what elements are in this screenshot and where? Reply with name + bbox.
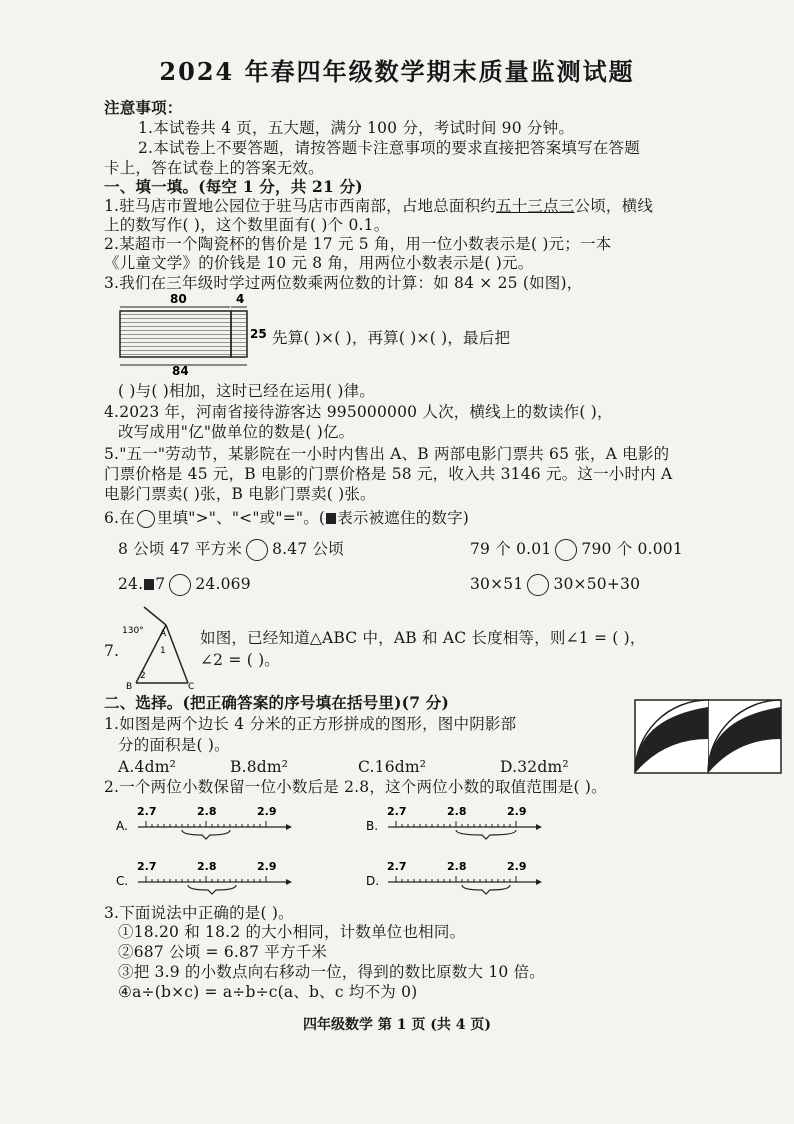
vertex-b: B — [126, 682, 133, 689]
tick-label: 2.8 — [197, 805, 217, 818]
s1-q5-line2: 门票价格是 45 元，B 电影的门票价格是 58 元，收入共 3146 元。这一小时内 A — [104, 465, 673, 483]
s1-q7-number: 7. — [104, 642, 120, 660]
s1-q6-instructions: 6.在 里填">"、"<"或"="。( 表示被遮住的数字) — [104, 509, 470, 527]
s1-q3-line1: 3.我们在三年级时学过两位数乘两位数的计算：如 84 × 25 (如图)， — [104, 274, 583, 292]
s1-q5-line3: 电影门票卖( )张，B 电影门票卖( )张。 — [104, 485, 376, 503]
notes-line-2a: 2.本试卷上不要答题，请按答题卡注意事项的要求直接把答案填写在答题 — [138, 139, 640, 157]
arrow-icon — [286, 879, 292, 885]
label-4: 4 — [236, 294, 245, 306]
tick-label: 2.7 — [137, 805, 157, 818]
s2-q1-option-d[interactable]: D.32dm² — [500, 758, 569, 776]
option-label: C. — [116, 874, 129, 888]
number-line-option-b[interactable] — [366, 805, 542, 839]
s2-q2-text: 2.一个两位小数保留一位小数后是 2.8，这个两位小数的取值范围是( )。 — [104, 778, 607, 796]
number-line-option-c[interactable] — [116, 860, 292, 894]
underlined-number: 五十三点三 — [496, 197, 575, 215]
side-ac — [166, 625, 188, 683]
s1-q4-line1: 4.2023 年，河南省接待游客达 995000000 人次，横线上的数读作( )， — [104, 403, 613, 421]
arrow-icon — [536, 824, 542, 830]
hidden-digit-icon — [144, 579, 154, 590]
angle-2-label: 2 — [140, 671, 146, 681]
page-title: 2024 年春四年级数学期末质量监测试题 — [159, 57, 635, 86]
compare-circle-icon — [137, 510, 155, 528]
range-brace — [462, 885, 510, 894]
range-brace — [456, 830, 516, 839]
label-84: 84 — [172, 364, 189, 376]
shaded-squares-figure — [634, 699, 782, 775]
tick-label: 2.9 — [257, 860, 277, 873]
answer-circle-icon[interactable] — [527, 574, 549, 596]
s2-q3-option-1[interactable]: ①18.20 和 18.2 的大小相同，计数单位也相同。 — [118, 923, 466, 941]
s2-q1-line1: 1.如图是两个边长 4 分米的正方形拼成的图形，图中阴影部 — [104, 715, 517, 733]
vertex-a: A — [160, 629, 167, 639]
s1-q5-line1: 5."五一"劳动节，某影院在一小时内售出 A、B 两部电影门票共 65 张，A 电影的 — [104, 445, 670, 463]
notes-line-2b: 卡上，答在试卷上的答案无效。 — [104, 159, 324, 177]
s1-q2-line1: 2.某超市一个陶瓷杯的售价是 17 元 5 角，用一位小数表示是( )元；一本 — [104, 235, 612, 253]
s2-q1-option-b[interactable]: B.8dm² — [230, 758, 289, 776]
s1-q2-line2: 《儿童文学》的价钱是 10 元 8 角，用两位小数表示是( )元。 — [104, 254, 534, 272]
s1-q7-line2: ∠2 = ( )。 — [200, 651, 281, 669]
notes-line-1: 1.本试卷共 4 页，五大题，满分 100 分，考试时间 90 分钟。 — [138, 119, 575, 137]
tick-label: 2.8 — [197, 860, 217, 873]
option-label: B. — [366, 819, 379, 833]
answer-circle-icon[interactable] — [555, 539, 577, 561]
s2-q1-option-a[interactable]: A.4dm² — [118, 758, 177, 776]
notes-heading: 注意事项： — [104, 98, 183, 117]
hidden-digit-icon — [326, 513, 336, 524]
s1-q6-row1-right: 79 个 0.01 790 个 0.001 — [470, 539, 683, 561]
section2-heading: 二、选择。(把正确答案的序号填在括号里)(7 分) — [104, 693, 450, 712]
section1-heading: 一、填一填。(每空 1 分，共 21 分) — [104, 177, 363, 196]
s1-q6-row2-right: 30×51 30×50+30 — [470, 574, 640, 596]
tick-label: 2.9 — [257, 805, 277, 818]
s2-q3-option-4[interactable]: ④a÷(b×c) = a÷b÷c(a、b、c 均不为 0) — [118, 983, 418, 1001]
number-line-option-a[interactable] — [116, 805, 292, 839]
page-footer: 四年级数学 第 1 页 (共 4 页) — [303, 1017, 491, 1033]
answer-circle-icon[interactable] — [246, 539, 268, 561]
number-lines-figure — [116, 797, 566, 897]
s1-q1-line2: 上的数写作( )，这个数里面有( )个 0.1。 — [104, 216, 390, 234]
option-label: D. — [366, 874, 380, 888]
angle-1-label: 1 — [160, 646, 166, 656]
s2-q3-option-2[interactable]: ②687 公顷 = 6.87 平方千米 — [118, 943, 328, 961]
s1-q7-line1: 如图，已经知道△ABC 中，AB 和 AC 长度相等，则∠1 = ( )， — [200, 629, 646, 647]
s2-q1-line2: 分的面积是( )。 — [118, 736, 230, 754]
number-line-option-d[interactable] — [366, 860, 542, 894]
extended-side-line — [144, 607, 166, 625]
label-25: 25 — [250, 327, 267, 341]
label-80: 80 — [170, 294, 187, 306]
s1-q3-line2: 先算( )×( )，再算( )×( )，最后把 — [272, 329, 511, 347]
arrow-icon — [536, 879, 542, 885]
tick-label: 2.8 — [447, 805, 467, 818]
s1-q3-line3: ( )与( )相加，这时已经在运用( )律。 — [118, 382, 375, 400]
option-label: A. — [116, 819, 128, 833]
s1-q6-row1-left: 8 公顷 47 平方米 8.47 公顷 — [118, 539, 344, 561]
s1-q6-row2-left: 24. 7 24.069 — [118, 574, 251, 596]
triangle-abc-figure — [122, 603, 202, 689]
s1-q4-line2: 改写成用"亿"做单位的数是( )亿。 — [118, 423, 355, 441]
vertex-c: C — [188, 682, 195, 689]
tick-label: 2.9 — [507, 860, 527, 873]
answer-circle-icon[interactable] — [169, 574, 191, 596]
s2-q3-option-3[interactable]: ③把 3.9 的小数点向右移动一位，得到的数比原数大 10 倍。 — [118, 963, 545, 981]
tick-label: 2.7 — [387, 860, 407, 873]
s1-q1-line1: 1.驻马店市置地公园位于驻马店市西南部，占地总面积约五十三点三公顷，横线 — [104, 197, 654, 215]
multiplication-area-figure — [110, 294, 270, 376]
range-brace — [188, 885, 236, 894]
area-80-by-25 — [120, 311, 231, 357]
area-4-by-25 — [231, 311, 247, 357]
angle-label-130: 130° — [122, 626, 144, 636]
tick-label: 2.7 — [137, 860, 157, 873]
arrow-icon — [286, 824, 292, 830]
s2-q3-text: 3.下面说法中正确的是( )。 — [104, 904, 294, 922]
tick-label: 2.9 — [507, 805, 527, 818]
range-brace — [182, 830, 230, 839]
tick-label: 2.7 — [387, 805, 407, 818]
tick-label: 2.8 — [447, 860, 467, 873]
s2-q1-option-c[interactable]: C.16dm² — [358, 758, 427, 776]
